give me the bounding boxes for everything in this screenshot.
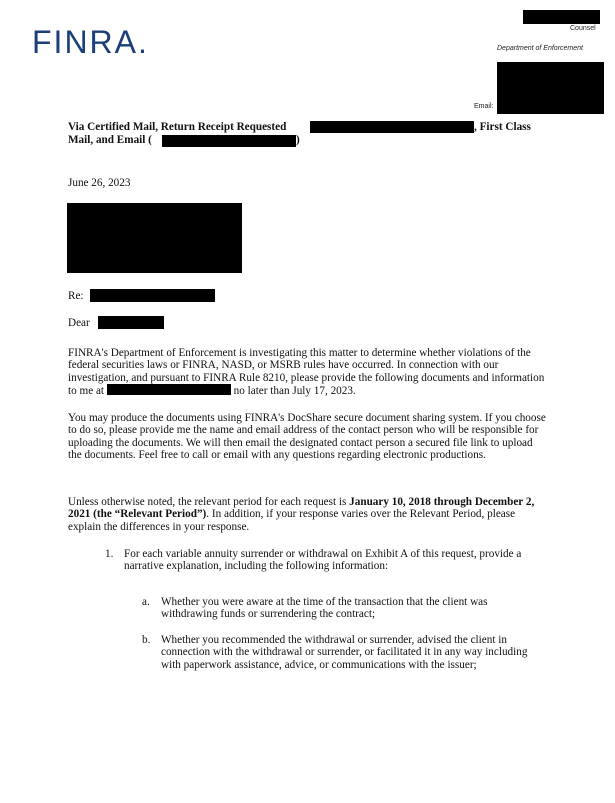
dear-label: Dear xyxy=(68,317,90,329)
re-label: Re: xyxy=(68,290,84,302)
delivery-line-1-suffix: , First Class xyxy=(474,121,531,133)
email-label: Email: xyxy=(474,103,494,110)
counsel-label: Counsel xyxy=(570,25,596,32)
redaction-subject xyxy=(90,289,215,302)
letter-date: June 26, 2023 xyxy=(68,177,131,189)
paragraph-docshare: You may produce the documents using FINRA's DocShare secure document sharing system. If you choose to do so, please provide me the name and email address of the contact person who will be responsible for uploading the documents. We will then email the designated contact person a secured file link to upload the documents. Feel free to call or email with any questions regarding electronic productions. xyxy=(68,412,546,462)
redaction-recipient xyxy=(67,203,242,273)
subitem-text-a: Whether you were aware at the time of the transaction that the client was withdrawing funds or surrendering the contract; xyxy=(161,596,488,621)
delivery-line-1-prefix: Via Certified Mail, Return Receipt Requested xyxy=(68,121,287,133)
subitem-text-b: Whether you recommended the withdrawal or surrender, advised the client in connection with the withdrawal or surrender, or facilitated it in any way including with paperwork assistance, advice, or communications with the issuer; xyxy=(161,634,528,671)
redaction-salutation xyxy=(98,316,164,329)
department-label: Department of Enforcement xyxy=(497,45,583,52)
redaction-address xyxy=(310,121,474,133)
subitem-letter-b: b. xyxy=(142,634,151,646)
relevant-period-text-a: Unless otherwise noted, the relevant period for each request is xyxy=(68,496,350,508)
redaction-email xyxy=(162,135,296,147)
delivery-line-2-suffix: ) xyxy=(296,134,300,146)
request-number: 1. xyxy=(105,548,114,560)
subitem-letter-a: a. xyxy=(142,596,150,608)
redaction-contact xyxy=(497,62,604,114)
delivery-line-2-prefix: Mail, and Email ( xyxy=(68,134,152,146)
finra-logo: FINRA. xyxy=(32,24,149,60)
paragraph-investigation-deadline: no later than July 17, 2023. xyxy=(233,385,356,398)
paragraph-relevant-period xyxy=(68,496,546,533)
paragraph-investigation xyxy=(68,347,546,398)
paragraph-investigation-text: FINRA's Department of Enforcement is investigating this matter to determine whether violations of the federal securities laws or FINRA, NASD, or MSRB rules have occurred. In connection with our investigation, and pursuant to FINRA Rule 8210, please provide the following documents and information to me at xyxy=(68,347,545,398)
redaction-inline-email xyxy=(107,384,231,395)
relevant-period-dates: January 10, 2018 through December 2, 2021 (the “Relevant Period”) xyxy=(68,496,535,521)
relevant-period-text-b: . In addition, if your response varies over the Relevant Period, please explain the differences in your response. xyxy=(68,508,516,533)
request-text: For each variable annuity surrender or withdrawal on Exhibit A of this request, provide a narrative explanation, including the following information: xyxy=(124,548,522,573)
redaction-name xyxy=(523,10,600,24)
